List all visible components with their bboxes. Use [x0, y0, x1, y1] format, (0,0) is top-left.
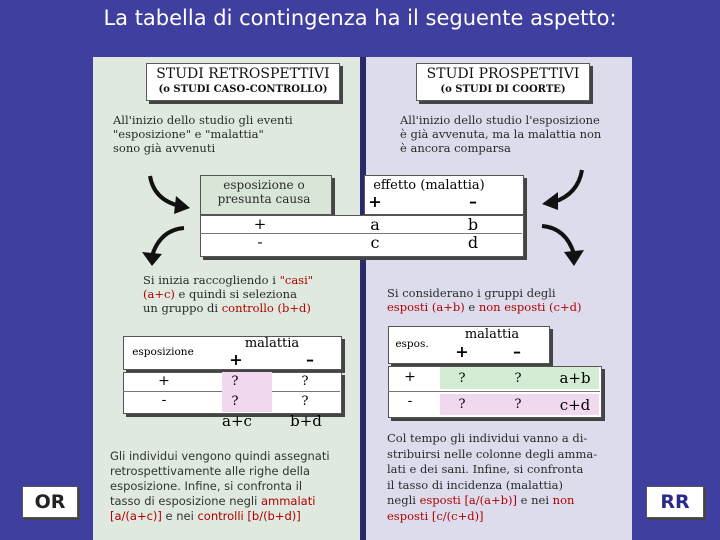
process-highlight: non esposti (c+d): [478, 300, 582, 314]
process-text: un gruppo di: [143, 301, 222, 315]
prospective-total-unexposed: c+d: [559, 396, 591, 414]
closing-text: tasso di esposizione negli: [110, 494, 261, 508]
closing-text: retrospettivamente alle righe della: [110, 464, 311, 478]
prospective-intro-line: è ancora comparsa: [400, 141, 511, 155]
retrospective-row-minus: -: [161, 392, 167, 408]
curved-arrow-top-left-icon: [142, 170, 192, 216]
prospective-closing: [387, 431, 627, 524]
closing-text: il tasso di incidenza (malattia): [387, 477, 563, 492]
closing-text: lati e dei sani. Infine, si confronta: [387, 462, 584, 476]
prospective-cell: ?: [514, 371, 522, 386]
prospective-intro-line: All'inizio dello studio l'esposizione: [400, 113, 600, 127]
process-highlight: controllo: [221, 301, 274, 315]
process-text: e: [464, 300, 479, 314]
retrospective-intro: [113, 113, 353, 155]
exposure-label-line: esposizione o: [223, 178, 305, 192]
closing-text: stribuirsi nelle colonne degli amma-: [387, 446, 598, 461]
closing-text: esposizione. Infine, si confronta il: [110, 479, 303, 493]
closing-highlight: ammalati: [260, 494, 316, 508]
row-minus: -: [257, 233, 263, 251]
retrospective-closing: [110, 449, 360, 524]
closing-highlight: non: [552, 493, 575, 507]
closing-text: Gli individui vengono quindi assegnati: [110, 449, 330, 463]
slide-title: La tabella di contingenza ha il seguente aspetto:: [103, 6, 617, 30]
retrospective-subtitle: (o STUDI CASO-CONTROLLO): [158, 84, 328, 95]
prospective-subtitle: (o STUDI DI COORTE): [440, 84, 566, 95]
cell-a: a: [370, 215, 380, 234]
prospective-table-divider: [388, 391, 600, 392]
curved-arrow-top-right-icon: [540, 166, 590, 212]
prospective-header: [416, 63, 590, 101]
prospective-total-exposed: a+b: [559, 369, 591, 387]
process-text: Si inizia raccogliendo i: [143, 273, 280, 287]
closing-highlight: esposti [c/(c+d)]: [387, 508, 484, 523]
retrospective-col-header: malattia: [244, 336, 300, 351]
closing-highlight: [a/(a+c)]: [110, 509, 162, 523]
closing-highlight: controlli: [197, 509, 244, 523]
odds-ratio-label: OR: [34, 491, 66, 513]
retrospective-row-plus: +: [158, 373, 170, 389]
prospective-cell: ?: [514, 397, 522, 412]
retrospective-cell: ?: [231, 394, 239, 409]
retrospective-total-cases: a+c: [222, 412, 252, 430]
process-highlight: "casi": [279, 273, 314, 287]
prospective-col-header: malattia: [464, 327, 520, 342]
prospective-row-minus: -: [407, 393, 413, 409]
row-plus: +: [253, 215, 267, 233]
exposure-label-line: presunta causa: [217, 192, 311, 206]
process-highlight: (b+d): [273, 301, 311, 315]
prospective-row-plus: +: [404, 369, 416, 385]
prospective-title: STUDI PROSPETTIVI: [426, 66, 580, 82]
odds-ratio-badge: [22, 486, 78, 518]
process-text: Si considerano i gruppi degli: [387, 286, 556, 300]
retrospective-intro-line: All'inizio dello studio gli eventi: [113, 113, 293, 127]
effect-minus: –: [469, 192, 477, 211]
prospective-cell: ?: [458, 371, 466, 386]
curved-arrow-bottom-right-icon: [536, 220, 586, 266]
process-highlight: (a+b): [431, 300, 465, 314]
retrospective-total-controls: b+d: [290, 412, 322, 430]
closing-text: e nei: [161, 509, 198, 523]
closing-text: e nei: [516, 493, 553, 507]
prospective-row-header: espos.: [395, 338, 429, 350]
effect-plus: +: [368, 192, 382, 211]
retrospective-header: [146, 63, 340, 101]
exposure-label: [204, 178, 324, 206]
prospective-intro-line: è già avvenuta, ma la malattia non: [400, 127, 602, 141]
cell-d: d: [467, 233, 479, 252]
closing-highlight: esposti [a/(a+b)]: [419, 493, 517, 507]
effect-label: effetto (malattia): [373, 178, 485, 193]
prospective-intro: [400, 113, 632, 155]
cell-b: b: [467, 215, 479, 234]
retrospective-process: [143, 273, 358, 315]
relative-risk-label: RR: [660, 491, 690, 513]
prospective-process: [387, 286, 627, 314]
panel-divider: [360, 57, 366, 540]
retrospective-cell: ?: [301, 394, 309, 409]
retrospective-cell: ?: [231, 374, 239, 389]
retrospective-intro-line: sono già avvenuti: [113, 141, 216, 155]
retrospective-col-plus: +: [229, 350, 243, 369]
closing-text: negli: [387, 493, 420, 507]
cell-c: c: [370, 233, 380, 252]
closing-highlight: [b/(b+d)]: [247, 509, 301, 523]
retrospective-intro-line: "esposizione" e "malattia": [113, 127, 264, 141]
closing-text: Col tempo gli individui vanno a di-: [387, 431, 588, 445]
retrospective-title: STUDI RETROSPETTIVI: [156, 66, 330, 82]
retrospective-row-header: esposizione: [132, 346, 194, 358]
process-text: e quindi si seleziona: [174, 287, 297, 301]
relative-risk-badge: [646, 486, 704, 518]
process-highlight: esposti: [387, 300, 429, 314]
retrospective-col-minus: –: [306, 350, 314, 369]
retrospective-cell: ?: [301, 374, 309, 389]
prospective-col-minus: –: [513, 342, 521, 361]
prospective-cell: ?: [458, 397, 466, 412]
prospective-col-plus: +: [455, 342, 469, 361]
process-highlight: (a+c): [143, 287, 175, 301]
curved-arrow-bottom-left-icon: [140, 222, 190, 268]
